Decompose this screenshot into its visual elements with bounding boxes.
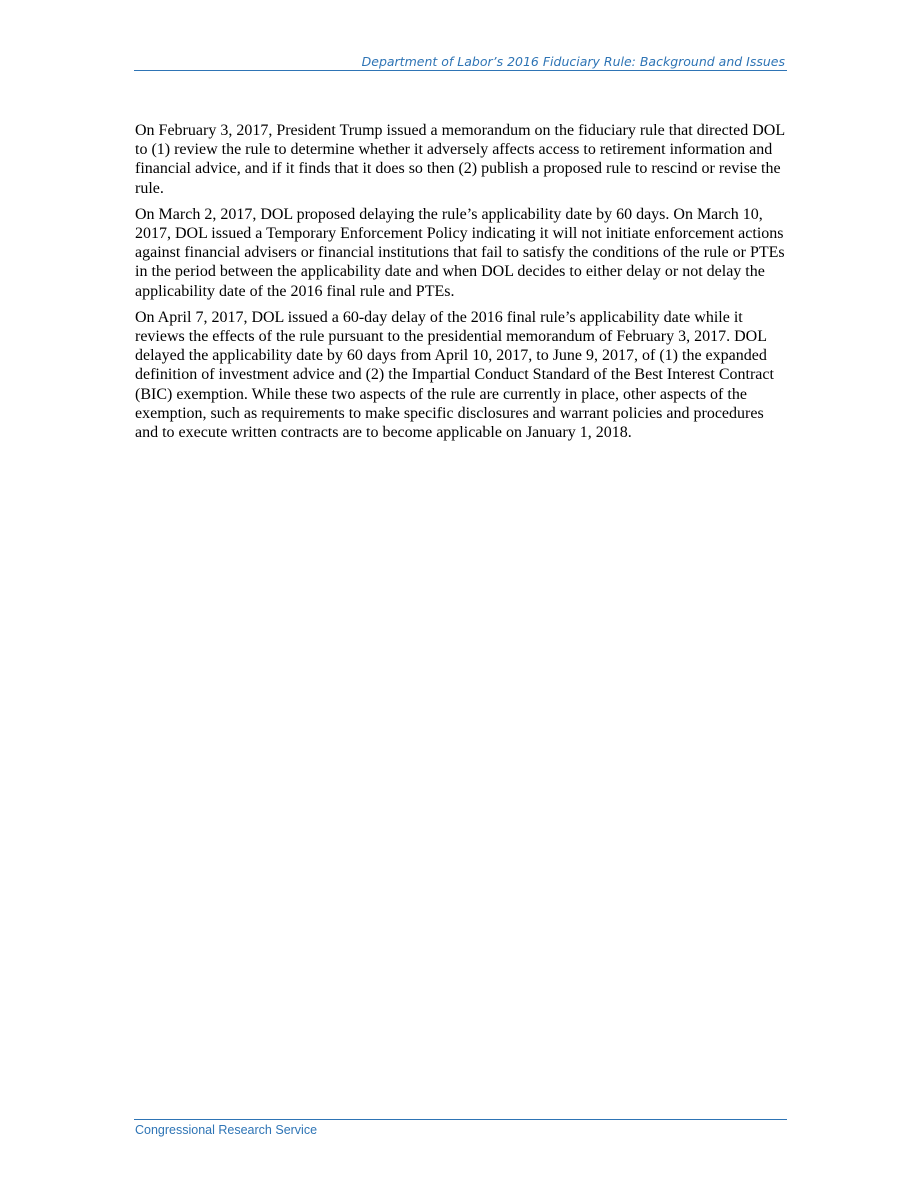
body-text [135, 121, 787, 449]
header-title: Department of Labor’s 2016 Fiduciary Rule: Background and Issues [361, 54, 785, 69]
paragraph-march-proposal: On March 2, 2017, DOL proposed delaying the rule’s applicability date by 60 days. On March 10, 2017, DOL issued a Temporary Enforcement Policy indicating it will not initiate enforcement actions against financial advisers or financial institutions that fail to satisfy the conditions of the rule or PTEs in the period between the applicability date and when DOL decides to either delay or not delay the applicability date of the 2016 final rule and PTEs. [135, 205, 785, 300]
paragraph-february-memorandum: On February 3, 2017, President Trump issued a memorandum on the fiduciary rule that directed DOL to (1) review the rule to determine whether it adversely affects access to retirement information and financial advice, and if it finds that it does so then (2) publish a proposed rule to rescind or revise the rule. [135, 122, 785, 197]
running-header [134, 52, 787, 71]
page-footer [134, 1119, 787, 1137]
footer-source: Congressional Research Service [135, 1123, 318, 1137]
paragraph-april-delay: On April 7, 2017, DOL issued a 60-day delay of the 2016 final rule’s applicability date while it reviews the effects of the rule pursuant to the presidential memorandum of February 3, 2017. DOL delayed the applicability date by 60 days from April 10, 2017, to June 9, 2017, of (1) the expanded definition of investment advice and (2) the Impartial Conduct Standard of the Best Interest Contract (BIC) exemption. While these two aspects of the rule are currently in place, other aspects of the exemption, such as requirements to make specific disclosures and warrant policies and procedures and to execute written contracts are to become applicable on January 1, 2018. [135, 308, 774, 442]
